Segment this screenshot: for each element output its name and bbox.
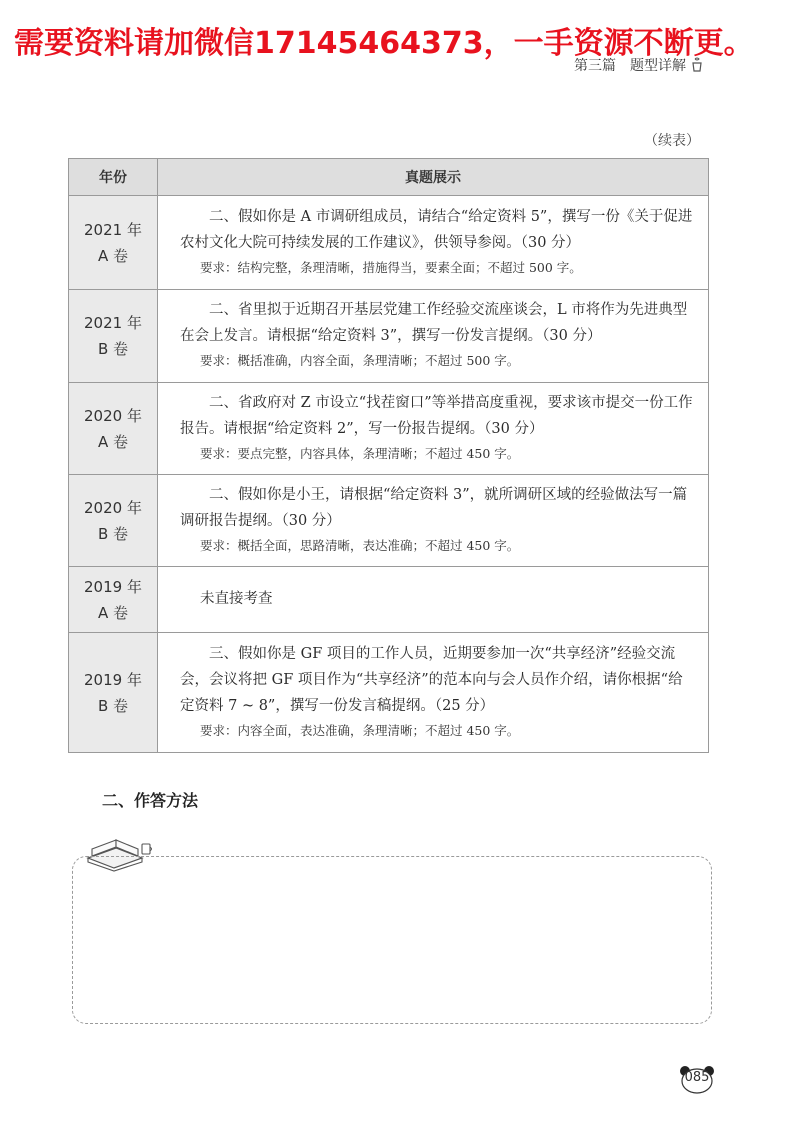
year-label: 2019 年	[84, 577, 142, 596]
question-cell	[158, 633, 709, 753]
page-number-badge	[678, 1064, 716, 1094]
year-cell	[69, 567, 158, 633]
requirement-text: 要求：内容全面，表达准确，条理清晰；不超过 450 字。	[200, 722, 520, 738]
content-column-header: 真题展示	[158, 159, 709, 196]
requirement-text: 要求：结构完整，条理清晰，措施得当，要素全面；不超过 500 字。	[200, 259, 582, 275]
table-row	[69, 290, 709, 383]
year-label: 2021 年	[84, 314, 142, 332]
table-row	[69, 475, 709, 567]
note-text: 未直接考查	[200, 590, 273, 607]
running-header	[574, 55, 704, 75]
question-text: 二、省里拟于近期召开基层党建工作经验交流座谈会，L 市将作为先进典型在会上发言。请根据“给定资料 3”，撰写一份发言提纲。（30 分）	[180, 302, 688, 344]
question-text: 二、假如你是小王，请根据“给定资料 3”，就所调研区域的经验做法写一篇调研报告提纲。（30 分）	[180, 486, 688, 529]
table-row	[69, 383, 709, 475]
table-row	[69, 196, 709, 290]
paper-label: A 卷	[97, 246, 129, 265]
year-label: 2020 年	[84, 498, 142, 517]
table-row	[69, 633, 709, 753]
continued-label: （续表）	[644, 133, 700, 149]
year-column-header: 年份	[69, 159, 158, 196]
question-text: 三、假如你是 GF 项目的工作人员，近期要参加一次“共享经济”经验交流会，会议将把 GF 项目作为“共享经济”的范本向与会人员作介绍，请你根据“给定资料 7 ~ 8”，撰写一份发言稿提纲。（25 分）	[180, 645, 683, 714]
question-cell	[158, 475, 709, 567]
question-cell	[158, 196, 709, 290]
requirement-text: 要求：要点完整，内容具体，条理清晰；不超过 450 字。	[200, 445, 520, 461]
year-label: 2021 年	[84, 220, 142, 239]
year-cell	[69, 290, 158, 383]
question-cell	[158, 383, 709, 475]
year-cell	[69, 383, 158, 475]
table-row	[69, 567, 709, 633]
requirement-text: 要求：概括全面，思路清晰，表达准确；不超过 450 字。	[200, 537, 520, 553]
paper-label: A 卷	[97, 603, 129, 622]
year-label: 2020 年	[84, 406, 142, 425]
paper-label: B 卷	[97, 340, 129, 358]
paper-label: B 卷	[97, 524, 129, 543]
year-label: 2019 年	[84, 670, 142, 689]
cup-icon	[690, 57, 704, 73]
section-title: 二、作答方法	[102, 791, 199, 810]
watermark-banner: 需要资料请加微信17145464373，一手资源不断更。	[14, 26, 754, 61]
question-cell	[158, 290, 709, 383]
year-cell	[69, 196, 158, 290]
year-cell	[69, 633, 158, 753]
running-header-text: 第三篇 题型详解	[574, 58, 686, 74]
paper-label: B 卷	[97, 696, 129, 715]
year-cell	[69, 475, 158, 567]
question-cell	[158, 567, 709, 633]
paper-label: A 卷	[97, 432, 129, 451]
answer-notes-box	[72, 856, 712, 1024]
requirement-text: 要求：概括准确，内容全面，条理清晰；不超过 500 字。	[200, 353, 520, 368]
exam-questions-table	[68, 158, 709, 753]
question-text: 二、省政府对 Z 市设立“找茬窗口”等举措高度重视，要求该市提交一份工作报告。请根据“给定资料 2”，写一份报告提纲。（30 分）	[180, 394, 693, 437]
page-number: 085	[684, 1070, 710, 1085]
question-text: 二、假如你是 A 市调研组成员，请结合“给定资料 5”，撰写一份《关于促进农村文化大院可持续发展的工作建议》，供领导参阅。（30 分）	[180, 208, 693, 251]
table-header-row	[69, 159, 709, 196]
